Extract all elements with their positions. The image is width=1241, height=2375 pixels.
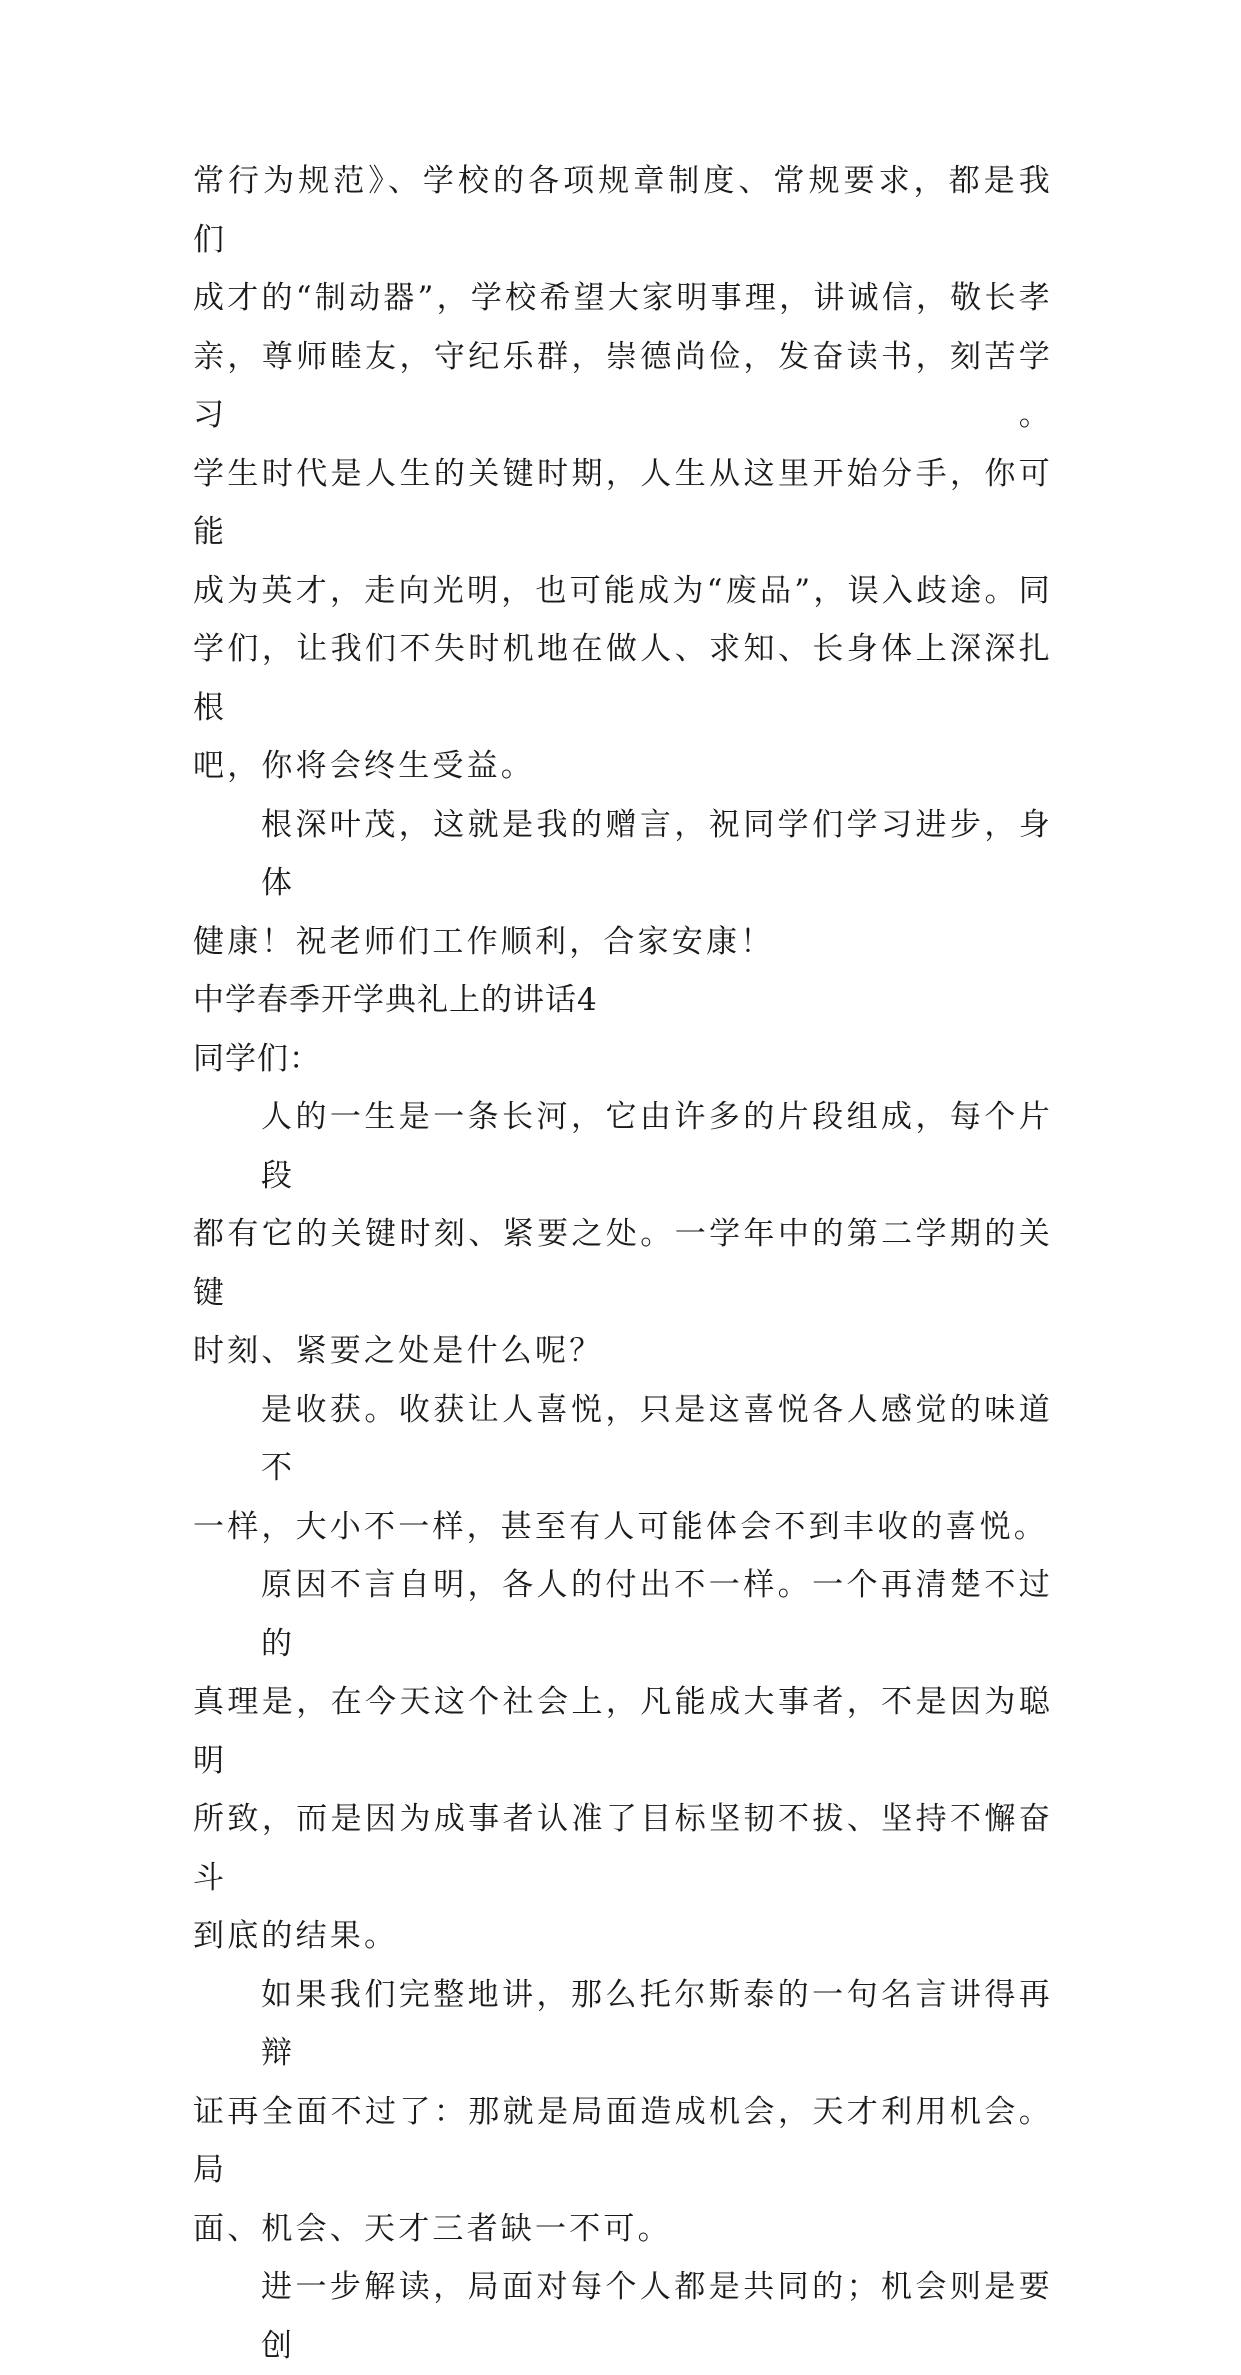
text-line: 学生时代是人生的关键时期，人生从这里开始分手，你可能 (193, 455, 1053, 550)
text-line: 一样，大小不一样，甚至有人可能体会不到丰收的喜悦。 (193, 1508, 1048, 1545)
section-heading (193, 1030, 1053, 1089)
text-line: 到底的结果。 (193, 1918, 399, 1954)
text-line: 学们，让我们不失时机地在做人、求知、长身体上深深扎根 (193, 631, 1053, 726)
text-line: 根深叶茂，这就是我的赠言，祝同学们学习进步，身体 (261, 806, 1053, 901)
paragraph-continuation (193, 152, 1053, 796)
text-line: 常行为规范》、学校的各项规章制度、常规要求，都是我们 (193, 163, 1053, 258)
paragraph (193, 1556, 1053, 1966)
text-line: 都有它的关键时刻、紧要之处。一学年中的第二学期的关键 (193, 1216, 1053, 1311)
text-line: 原因不言自明，各人的付出不一样。一个再清楚不过的 (261, 1567, 1053, 1662)
section-heading (193, 971, 1053, 1030)
text-line: 所致，而是因为成事者认准了目标坚韧不拔、坚持不懈奋斗 (193, 1801, 1053, 1896)
text-line: 证再全面不过了：那就是局面造成机会，天才利用机会。局 (193, 2093, 1053, 2188)
text-line: 真理是，在今天这个社会上，凡能成大事者，不是因为聪明 (193, 1684, 1053, 1779)
paragraph (193, 2258, 1053, 2375)
text-line: 同学们： (193, 1040, 321, 1077)
text-line: 吧，你将会终生受益。 (193, 748, 535, 784)
text-line: 如果我们完整地讲，那么托尔斯泰的一句名言讲得再辩 (261, 1976, 1053, 2071)
text-line: 进一步解读，局面对每个人都是共同的；机会则是要创 (261, 2269, 1053, 2364)
document-body (193, 152, 1053, 2375)
text-line: 中学春季开学典礼上的讲话4 (193, 982, 598, 1018)
text-line: 健康！祝老师们工作顺利，合家安康！ (193, 923, 775, 960)
text-line: 是收获。收获让人喜悦，只是这喜悦各人感觉的味道不 (261, 1391, 1053, 1486)
text-line: 成才的“制动器”，学校希望大家明事理，讲诚信，敬长孝 (193, 280, 1053, 316)
text-line: 人的一生是一条长河，它由许多的片段组成，每个片段 (261, 1099, 1053, 1194)
text-line: 面、机会、天才三者缺一不可。 (193, 2210, 672, 2247)
text-line: 亲，尊师睦友，守纪乐群，崇德尚俭，发奋读书，刻苦学习。 (193, 338, 1053, 433)
text-line: 时刻、紧要之处是什么呢？ (193, 1333, 604, 1369)
paragraph (193, 796, 1053, 972)
paragraph (193, 1381, 1053, 1557)
text-line: 成为英才，走向光明，也可能成为“废品”，误入歧途。同 (193, 572, 1053, 609)
paragraph (193, 1966, 1053, 2259)
paragraph (193, 1088, 1053, 1381)
